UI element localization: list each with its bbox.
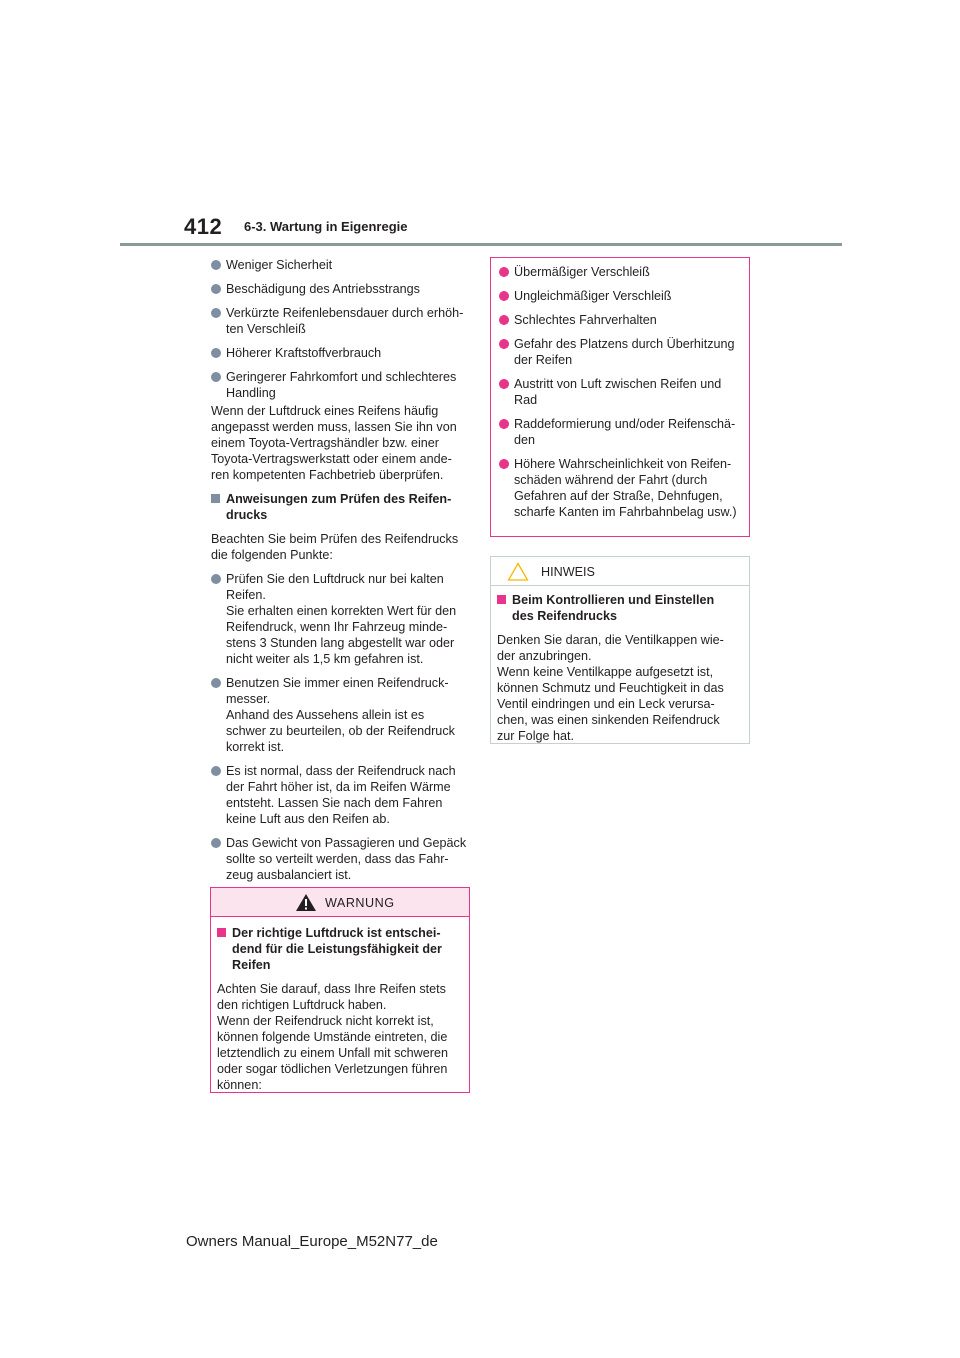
list-item [211, 675, 473, 755]
list-item [211, 763, 473, 827]
list-item-text: Ungleichmäßiger Verschleiß [514, 289, 672, 303]
list-item-text: Verkürzte Reifenlebensdauer durch erhöh- ten Verschleiß [226, 306, 464, 336]
note-subheading [497, 592, 743, 624]
list-item [211, 305, 473, 337]
bullet-icon [211, 678, 221, 688]
bullet-icon [211, 372, 221, 382]
bullet-icon [211, 766, 221, 776]
bullet-icon [211, 574, 221, 584]
warning-text: Achten Sie darauf, dass Ihre Reifen stets den richtigen Luftdruck haben. Wenn der Reifendruck nicht korrekt ist, können folgende Umstände eintreten, die letztendlich zu einem Unfall mit schweren oder sogar tödlichen Verletzungen führen können: [217, 982, 448, 1092]
note-text: Denken Sie daran, die Ventilkappen wie- der anzubringen. Wenn keine Ventilkappe aufgesetzt ist, können Schmutz und Feuchtigkeit in das Ventil eindringen und ein Leck verursa- chen, was einen sinkenden Reifendruck zur Folge hat. [497, 633, 724, 743]
bullet-icon [499, 291, 509, 301]
bullet-icon [211, 260, 221, 270]
list-item [499, 376, 741, 408]
list-item-text: Das Gewicht von Passagieren und Gepäck sollte so verteilt werden, dass das Fahr- zeug ausbalanciert ist. [226, 836, 467, 882]
warning-subheading [217, 925, 463, 973]
subheading-pressure-check [211, 491, 473, 523]
list-item-text: Raddeformierung und/oder Reifenschä- den [514, 417, 736, 447]
list-item-text: Übermäßiger Verschleiß [514, 265, 650, 279]
footer-document-id: Owners Manual_Europe_M52N77_de [186, 1233, 438, 1250]
list-item [499, 416, 741, 448]
caution-triangle-icon [507, 562, 529, 581]
warning-box [210, 887, 470, 1093]
subheading-text: Anweisungen zum Prüfen des Reifen- drucks [226, 492, 452, 522]
list-item-text: Austritt von Luft zwischen Reifen und Rad [514, 377, 722, 407]
list-item [211, 369, 473, 401]
list-item-text: Es ist normal, dass der Reifendruck nach der Fahrt höher ist, da im Reifen Wärme entsteht. Lassen Sie nach dem Fahren keine Luft aus den Reifen ab. [226, 764, 456, 826]
note-title: HINWEIS [541, 565, 595, 579]
list-item-text: Gefahr des Platzens durch Überhitzung der Reifen [514, 337, 735, 367]
square-bullet-icon [211, 494, 220, 503]
bullet-icon [211, 348, 221, 358]
note-box [490, 556, 750, 744]
warning-header [211, 888, 469, 917]
list-item-text: Benutzen Sie immer einen Reifendruck- messer. Anhand des Aussehens allein ist es schwer zu beurteilen, ob der Reifendruck korrekt ist. [226, 676, 455, 754]
list-item [499, 312, 741, 328]
list-item [211, 571, 473, 667]
warning-body [211, 917, 469, 1099]
list-item-text: Beschädigung des Antriebsstrangs [226, 282, 420, 296]
header-rule [120, 243, 842, 246]
section-title: 6-3. Wartung in Eigenregie [244, 219, 408, 234]
list-item-text: Schlechtes Fahrverhalten [514, 313, 657, 327]
bullet-icon [499, 419, 509, 429]
bullet-icon [211, 308, 221, 318]
bullet-icon [499, 267, 509, 277]
left-column [211, 257, 473, 891]
list-item [211, 835, 473, 883]
square-bullet-icon [497, 595, 506, 604]
note-header [491, 557, 749, 586]
bullet-icon [499, 315, 509, 325]
list-item [211, 257, 473, 273]
bullet-icon [499, 339, 509, 349]
list-item-text: Geringerer Fahrkomfort und schlechteres Handling [226, 370, 457, 400]
paragraph-tire-check-advice: Wenn der Luftdruck eines Reifens häufig angepasst werden muss, lassen Sie ihn von einem Toyota-Vertragshändler bzw. einer Toyota-Vertragswerkstatt oder einem ande- ren kompetenten Fachbetrieb überprüfen. [211, 404, 457, 482]
warning-title: WARNUNG [325, 896, 395, 910]
list-item [499, 288, 741, 304]
list-item [499, 336, 741, 368]
consequences-box [490, 257, 750, 537]
bullet-icon [211, 284, 221, 294]
list-item [211, 281, 473, 297]
list-item-text: Höherer Kraftstoffverbrauch [226, 346, 382, 360]
subheading-text: Beim Kontrollieren und Einstellen des Reifendrucks [512, 593, 715, 623]
warning-icon [295, 893, 317, 912]
bullet-icon [499, 459, 509, 469]
list-item-text: Weniger Sicherheit [226, 258, 333, 272]
bullet-icon [211, 838, 221, 848]
subheading-text: Der richtige Luftdruck ist entschei- dend für die Leistungsfähigkeit der Reifen [232, 926, 442, 972]
list-item [499, 456, 741, 520]
square-bullet-icon [217, 928, 226, 937]
list-item-text: Prüfen Sie den Luftdruck nur bei kalten Reifen. Sie erhalten einen korrekten Wert für den Reifendruck, wenn Ihr Fahrzeug minde- stens 3 Stunden lang abgestellt war oder nicht weiter als 1,5 km gefahren ist. [226, 572, 457, 666]
bullet-icon [499, 379, 509, 389]
note-body [491, 586, 749, 750]
paragraph-check-points: Beachten Sie beim Prüfen des Reifendrucks die folgenden Punkte: [211, 532, 459, 562]
list-item-text: Höhere Wahrscheinlichkeit von Reifen- schäden während der Fahrt (durch Gefahren auf der Straße, Dehnfugen, scharfe Kanten im Fahrbahnbelag usw.) [514, 457, 737, 519]
list-item [211, 345, 473, 361]
page-number: 412 [184, 214, 223, 239]
list-item [499, 264, 741, 280]
